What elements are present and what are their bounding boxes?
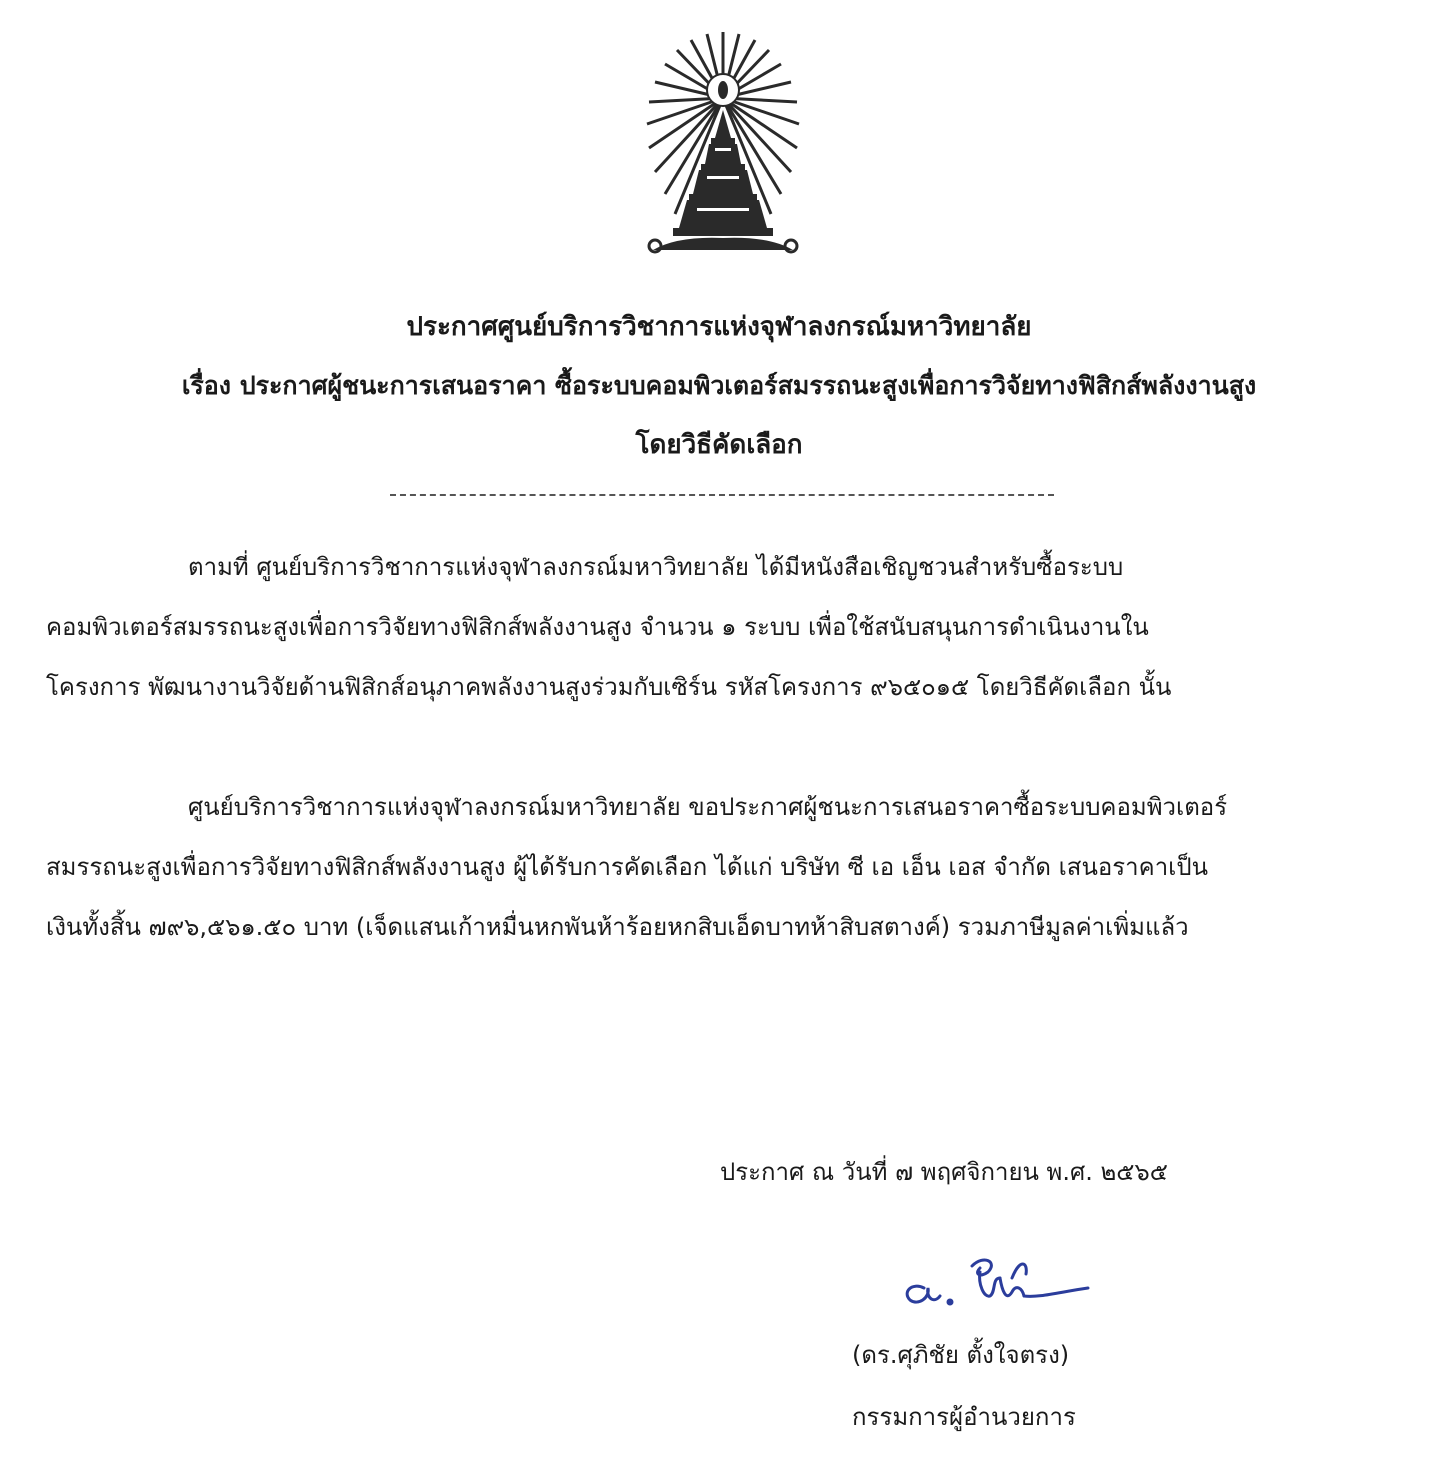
university-emblem-icon <box>637 28 809 260</box>
paragraph2-line1: ศูนย์บริการวิชาการแห่งจุฬาลงกรณ์มหาวิทยาลัย ขอประกาศผู้ชนะการเสนอราคาซื้อระบบคอมพิวเตอร์ <box>188 793 1228 821</box>
paragraph1-line3: โครงการ พัฒนางานวิจัยด้านฟิสิกส์อนุภาคพลังงานสูงร่วมกับเซิร์น รหัสโครงการ ๙๖๕๐๑๕ โดยวิธีคัดเลือก นั้น <box>46 673 1172 701</box>
signer-title: กรรมการผู้อำนวยการ <box>852 1403 1076 1431</box>
document-method: โดยวิธีคัดเลือก <box>635 430 803 460</box>
signature-icon <box>888 1248 1098 1318</box>
paragraph2-line3: เงินทั้งสิ้น ๗๙๖,๕๖๑.๕๐ บาท (เจ็ดแสนเก้าหมื่นหกพันห้าร้อยหกสิบเอ็ดบาทห้าสิบสตางค์) รวมภาษีมูลค่าเพิ่มแล้ว <box>46 913 1189 941</box>
document-subject: เรื่อง ประกาศผู้ชนะการเสนอราคา ซื้อระบบคอมพิวเตอร์สมรรถนะสูงเพื่อการวิจัยทางฟิสิกส์พลังงานสูง <box>181 371 1257 400</box>
paragraph1-line1: ตามที่ ศูนย์บริการวิชาการแห่งจุฬาลงกรณ์มหาวิทยาลัย ได้มีหนังสือเชิญชวนสำหรับซื้อระบบ <box>188 553 1124 581</box>
paragraph1-line2: คอมพิวเตอร์สมรรถนะสูงเพื่อการวิจัยทางฟิสิกส์พลังงานสูง จำนวน ๑ ระบบ เพื่อใช้สนับสนุนการดำเนินงานใน <box>46 613 1149 641</box>
announcement-date: ประกาศ ณ วันที่ ๗ พฤศจิกายน พ.ศ. ๒๕๖๕ <box>720 1158 1168 1186</box>
signer-name: (ดร.ศุภิชัย ตั้งใจตรง) <box>852 1341 1070 1369</box>
paragraph2-line2: สมรรถนะสูงเพื่อการวิจัยทางฟิสิกส์พลังงานสูง ผู้ได้รับการคัดเลือก ได้แก่ บริษัท ซี เอ เอ็น เอส จำกัด เสนอราคาเป็น <box>46 853 1209 881</box>
title-separator <box>390 494 1054 496</box>
document-title: ประกาศศูนย์บริการวิชาการแห่งจุฬาลงกรณ์มหาวิทยาลัย <box>406 312 1032 342</box>
